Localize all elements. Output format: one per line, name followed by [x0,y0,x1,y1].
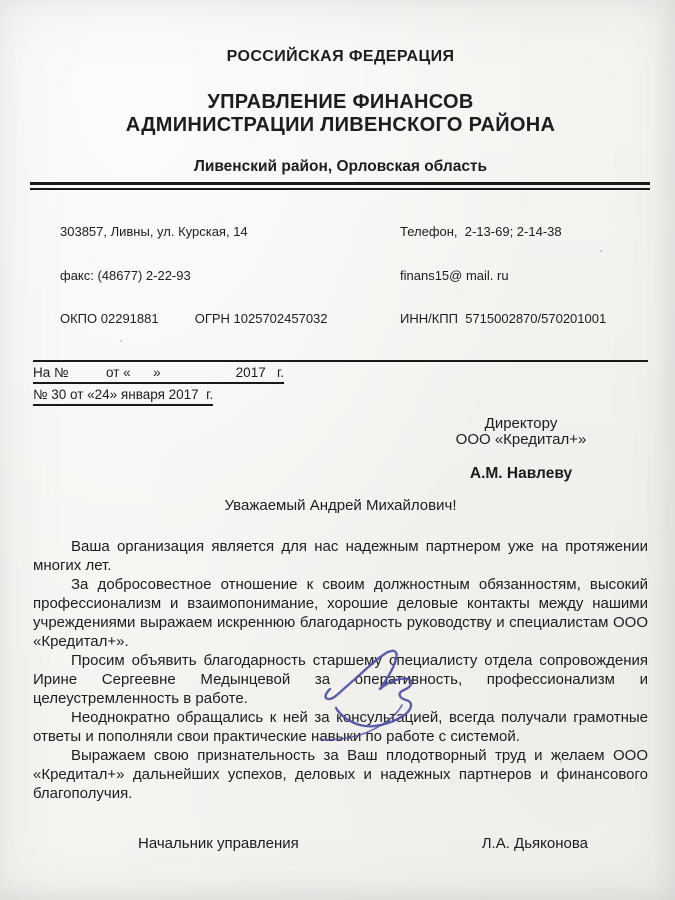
contact-left-column [33,196,373,356]
organization-heading [33,91,648,137]
okpo-ogrn-codes: ОКПО 02291881 ОГРН 1025702457032 [60,311,328,326]
reference-blank-text: На № от « » 2017 г. [33,365,284,384]
signer-position: Начальник управления [138,835,299,852]
organization-line-2: АДМИНИСТРАЦИИ ЛИВЕНСКОГО РАЙОНА [125,114,556,136]
addressee-company: ООО «Кредитал+» [455,431,587,448]
paragraph-3: Просим объявить благодарность старшему специалисту отдела сопровождения Ирине Сергеевне Медынцевой за оперативность, профессионализм и целеустремленность в работе. [33,652,648,707]
contact-block [33,196,648,356]
double-horizontal-rule [30,182,650,190]
horizontal-rule [33,360,648,362]
postal-address: 303857, Ливны, ул. Курская, 14 [60,224,248,239]
outgoing-number-line [33,387,648,406]
letter-body [33,537,648,803]
paragraph-1: Ваша организация является для нас надежным партнером уже на протяжении многих лет. [33,538,648,574]
signature-row [33,827,648,852]
phone-numbers: Телефон, 2-13-69; 2-14-38 [400,224,562,239]
fax-number: факс: (48677) 2-22-93 [60,267,191,283]
scan-speck [560,760,562,763]
location-subheading: Ливенский район, Орловская область [193,158,488,175]
scan-speck [600,250,602,252]
organization-line-1: УПРАВЛЕНИЕ ФИНАНСОВ [207,91,474,113]
addressee-name: А.М. Навлеву [469,464,573,482]
paragraph-2: За добросовестное отношение к своим должностным обязанностям, высокий профессионализм и взаимопонимание, хорошие деловые контакты между нашими учреждениями выражаем искреннюю благодарность руководству и специалистам ООО «Кредитал+». [33,576,648,650]
reference-blank-line [33,365,648,384]
paragraph-5: Выражаем свою признательность за Ваш плодотворный труд и желаем ООО «Кредитал+» дальнейших успехов, деловых и надежных партнеров и финансового благополучия. [33,747,648,802]
signer-name: Л.А. Дьяконова [481,835,588,852]
addressee-block [416,416,626,483]
salutation: Уважаемый Андрей Михайлович! [224,497,457,514]
email-address: finans15@ mail. ru [400,267,509,283]
inn-kpp-codes: ИНН/КПП 5715002870/570201001 [400,311,607,326]
paragraph-4: Неоднократно обращались к ней за консультацией, всегда получали грамотные ответы и пополняли свои практические навыки по работе с системой. [33,709,648,745]
outgoing-number-text: № 30 от «24» января 2017 г. [33,387,213,406]
country-heading: РОССИЙСКАЯ ФЕДЕРАЦИЯ [226,48,455,65]
scan-speck [120,340,122,342]
contact-right-column [373,196,648,356]
addressee-title: Директору [484,414,558,432]
